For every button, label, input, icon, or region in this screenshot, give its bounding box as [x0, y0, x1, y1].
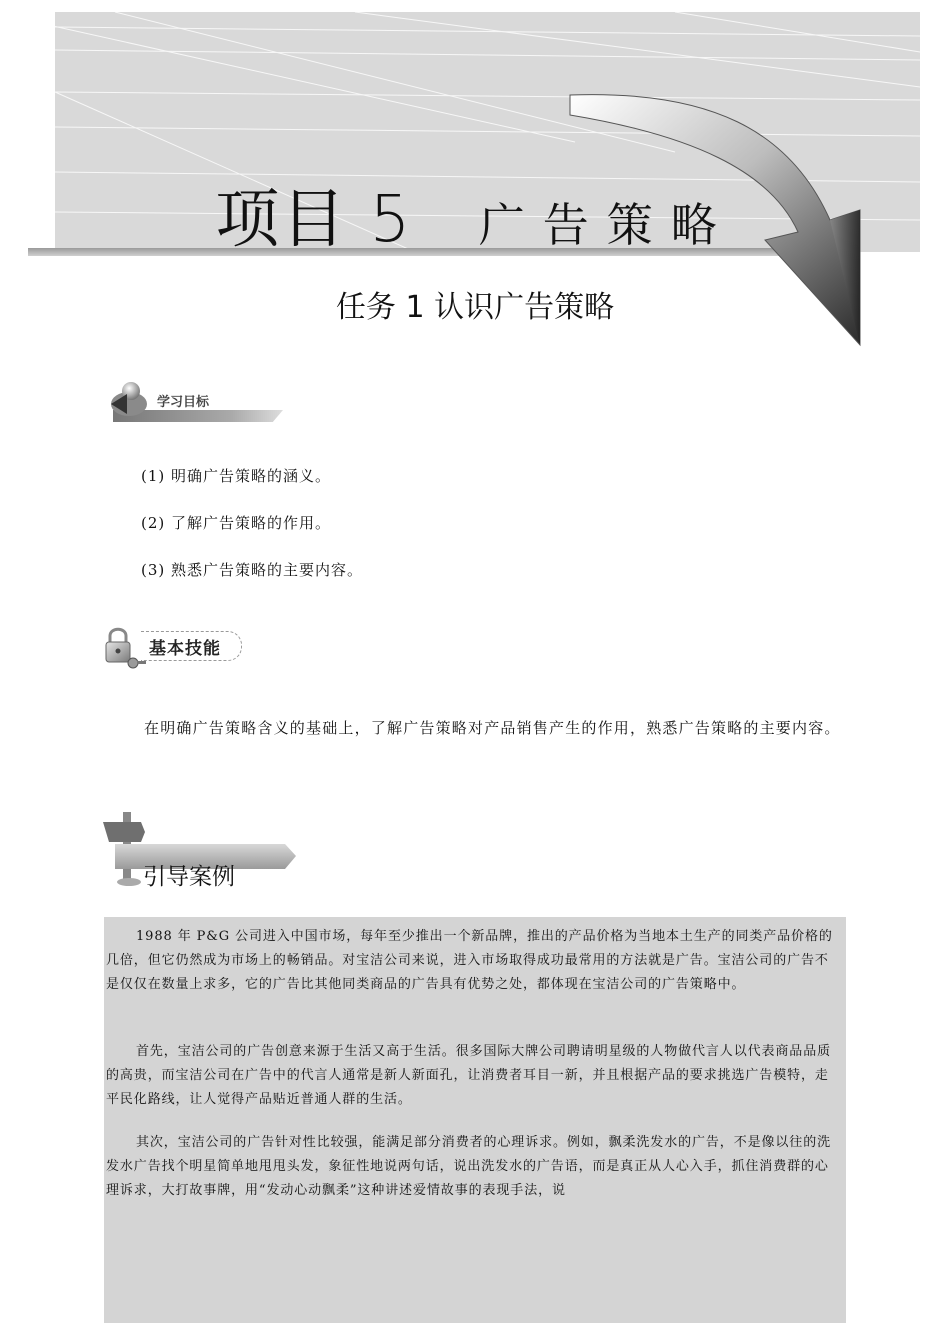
case-paragraph: 1988 年 P&G 公司进入中国市场，每年至少推出一个新品牌，推出的产品价格为当地本土生产的同类产品价格的几倍，但它仍然成为市场上的畅销品。对宝洁公司来说，进入市场取得成功最常用的方法就是广告。宝洁公司的广告不是仅仅在数量上求多，它的广告比其他同类商品的广告具有优势之处，都体现在宝洁公司的广告策略中。	[106, 929, 833, 992]
objective-item: (2) 了解广告策略的作用。	[141, 514, 332, 532]
objectives-list	[141, 462, 363, 603]
project-number: 5	[369, 183, 413, 257]
project-label: 项目	[215, 183, 348, 257]
guide-case-label: 引导案例	[143, 864, 235, 890]
learning-goals-label: 学习目标	[157, 395, 210, 410]
objective-item: (1) 明确广告策略的涵义。	[141, 467, 332, 485]
skills-paragraph: 在明确广告策略含义的基础上，了解广告策略对产品销售产生的作用，熟悉广告策略的主要内容。	[144, 719, 841, 737]
project-title	[0, 168, 950, 260]
lock-key-icon	[103, 625, 147, 670]
basic-skills-label: 基本技能	[149, 639, 221, 659]
guide-case-header	[103, 812, 303, 892]
person-icon	[105, 380, 151, 420]
case-paragraph: 其次，宝洁公司的广告针对性比较强，能满足部分消费者的心理诉求。例如，飘柔洗发水的广告，不是像以往的洗发水广告找个明星简单地甩甩头发，象征性地说两句话，说出洗发水的广告语，而是真正从人心入手，抓住消费群的心理诉求，大打故事牌，用“发动心动飘柔”这种讲述爱情故事的表现手法，说	[106, 1135, 832, 1198]
learning-goals-header	[105, 380, 280, 424]
task-title: 任务 1 认识广告策略	[335, 290, 615, 325]
project-name: 广告策略	[478, 198, 735, 252]
basic-skills-header	[103, 625, 253, 670]
case-paragraph: 首先，宝洁公司的广告创意来源于生活又高于生活。很多国际大牌公司聘请明星级的人物做代言人以代表商品品质的高贵，而宝洁公司在广告中的代言人通常是新人新面孔，让消费者耳目一新，并且根据产品的要求挑选广告模特，走平民化路线，让人觉得产品贴近普通人群的生活。	[106, 1044, 832, 1107]
case-box	[104, 917, 846, 1323]
objective-item: (3) 熟悉广告策略的主要内容。	[141, 561, 364, 579]
